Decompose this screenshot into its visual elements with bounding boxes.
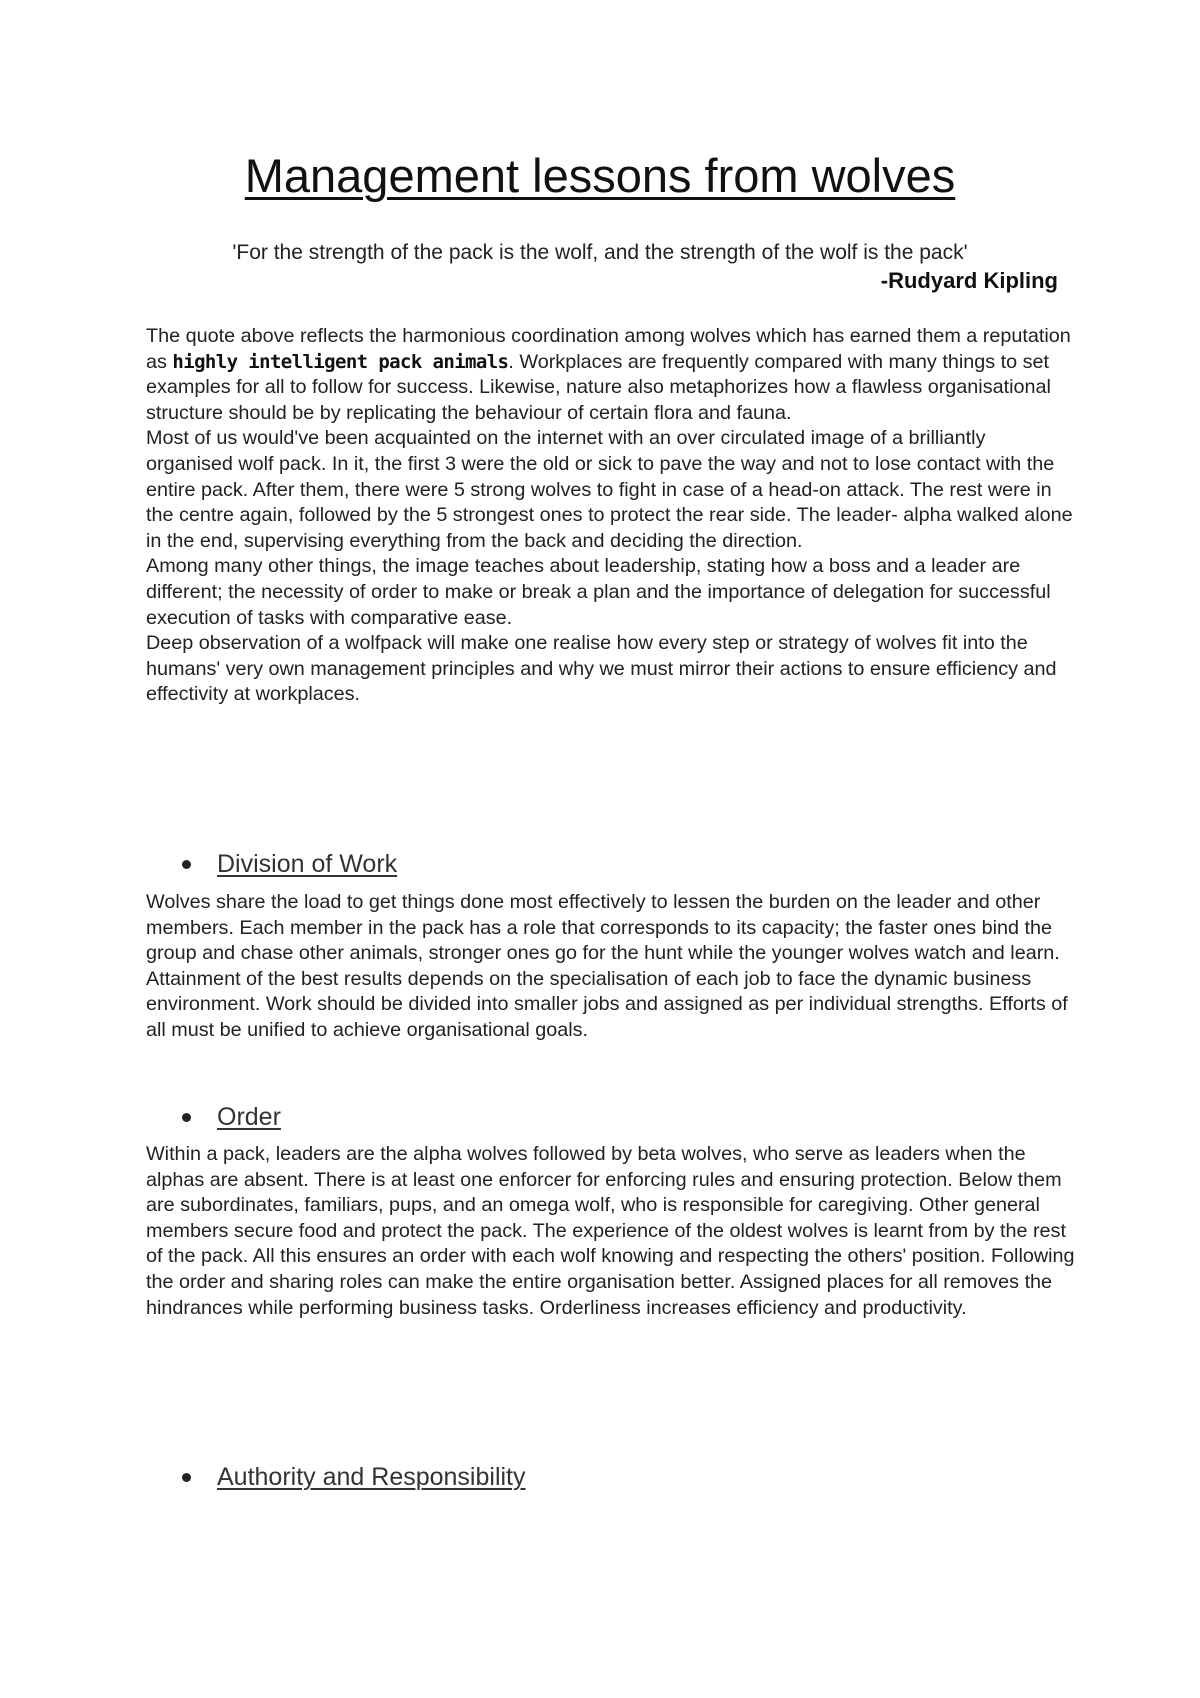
section-heading-label: Division of Work xyxy=(217,850,398,878)
bullet-icon xyxy=(182,860,191,869)
section-heading-label: Order xyxy=(217,1103,281,1131)
section-paragraph: Attainment of the best results depends on the specialisation of each job to face the dynamic business environment. Work should be divided into smaller jobs and assigned as per individual strengths. Efforts of all must be unified to achieve organisational goals. xyxy=(146,967,1068,1041)
intro-paragraph-4: Deep observation of a wolfpack will make one realise how every step or strategy of wolves fit into the humans' very own management principles and why we must mirror their actions to ensure efficiency and effectivity at workplaces. xyxy=(146,632,1057,706)
section-heading-order xyxy=(182,1102,281,1132)
section-paragraph: Within a pack, leaders are the alpha wolves followed by beta wolves, who serve as leaders when the alphas are absent. There is at least one enforcer for enforcing rules and ensuring protection. Below them are subordinates, familiars, pups, and an omega wolf, who is responsible for caregiving. Other general members secure food and protect the pack. The experience of the oldest wolves is learnt from by the rest of the pack. All this ensures an order with each wolf knowing and respecting the others' position. Following the order and sharing roles can make the entire organisation better. Assigned places for all removes the hindrances while performing business tasks. Orderliness increases efficiency and productivity. xyxy=(146,1143,1075,1319)
section-heading-authority-and-responsibility xyxy=(182,1462,526,1492)
intro-paragraph-1 xyxy=(146,324,1076,426)
intro-paragraph-1-end: . Workplaces are frequently compared with many things to set examples for all to follow for success. Likewise, nature also metaphorizes how a flawless organisational structure should be by replicating the behaviour of certain flora and fauna. xyxy=(146,350,1051,424)
intro-paragraph-1-start: The quote above reflects the harmonious coordination among wolves which has earned them a reputation as xyxy=(146,325,1071,373)
section-body-division-of-work xyxy=(146,890,1076,1044)
section-heading-label: Authority and Responsibility xyxy=(217,1463,526,1491)
intro-emphasis: highly intelligent pack animals xyxy=(172,350,509,373)
bullet-icon xyxy=(182,1113,191,1122)
section-paragraph: Wolves share the load to get things done most effectively to lessen the burden on the leader and other members. Each member in the pack has a role that corresponds to its capacity; the faster ones bind the group and chase other animals, stronger ones go for the hunt while the younger wolves watch and learn. xyxy=(146,891,1060,965)
intro-paragraph-2: Most of us would've been acquainted on the internet with an over circulated image of a brilliantly organised wolf pack. In it, the first 3 were the old or sick to pave the way and not to lose contact with the entire pack. After them, there were 5 strong wolves to fight in case of a head-on attack. The rest were in the centre again, followed by the 5 strongest ones to protect the rear side. The leader- alpha walked alone in the end, supervising everything from the back and deciding the direction. xyxy=(146,427,1073,552)
page-title: Management lessons from wolves xyxy=(244,149,956,202)
quote-author: -Rudyard Kipling xyxy=(880,268,1058,293)
bullet-icon xyxy=(182,1473,191,1482)
epigraph-quote: 'For the strength of the pack is the wolf, and the strength of the wolf is the pack' xyxy=(232,241,968,264)
section-body-order xyxy=(146,1142,1076,1321)
intro-text xyxy=(146,324,1076,708)
section-heading-division-of-work xyxy=(182,849,397,879)
intro-paragraph-3: Among many other things, the image teaches about leadership, stating how a boss and a leader are different; the necessity of order to make or break a plan and the importance of delegation for successful execution of tasks with comparative ease. xyxy=(146,555,1051,629)
